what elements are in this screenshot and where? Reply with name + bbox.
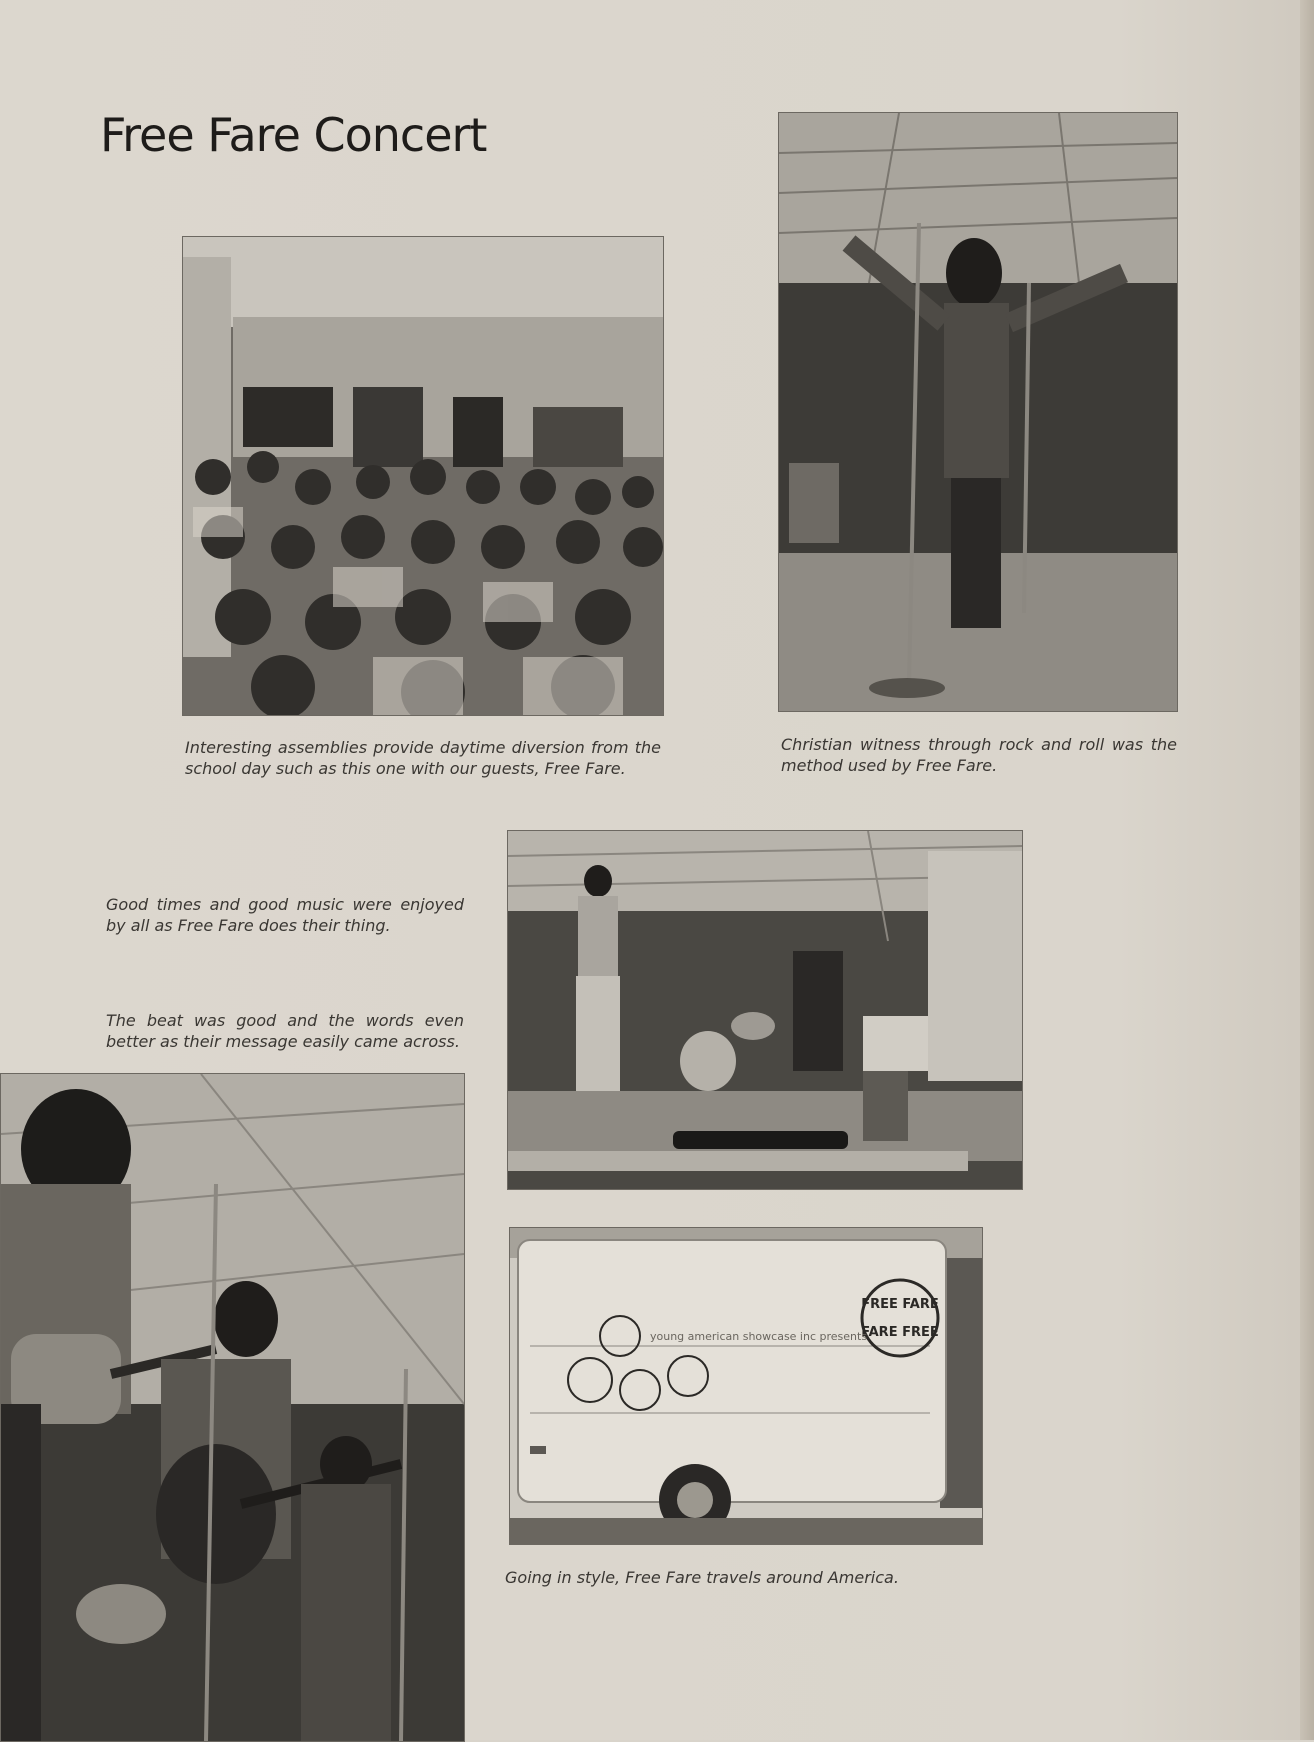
caption-beat: The beat was good and the words even better as their message easily came across. <box>106 1011 464 1051</box>
caption-witness: Christian witness through rock and roll was the method used by Free Fare. <box>781 735 1177 775</box>
stage-photo <box>507 830 1023 1190</box>
page-edge <box>1300 0 1314 1740</box>
van-logo-top: FREE FARE <box>861 1297 939 1312</box>
assembly-photo <box>182 236 664 716</box>
guitarists-photo <box>0 1073 465 1742</box>
caption-assembly: Interesting assemblies provide daytime diversion from the school day such as this one with our guests, Free Fare. <box>185 738 661 778</box>
singer-photo <box>778 112 1178 712</box>
van-photo <box>509 1227 983 1545</box>
van-logo-bottom: FARE FREE <box>861 1325 939 1340</box>
van-side-text: young american showcase inc presents <box>650 1330 868 1343</box>
caption-good-times: Good times and good music were enjoyed by all as Free Fare does their thing. <box>106 895 464 935</box>
caption-style: Going in style, Free Fare travels around America. <box>505 1568 899 1587</box>
page-title: Free Fare Concert <box>100 108 487 162</box>
